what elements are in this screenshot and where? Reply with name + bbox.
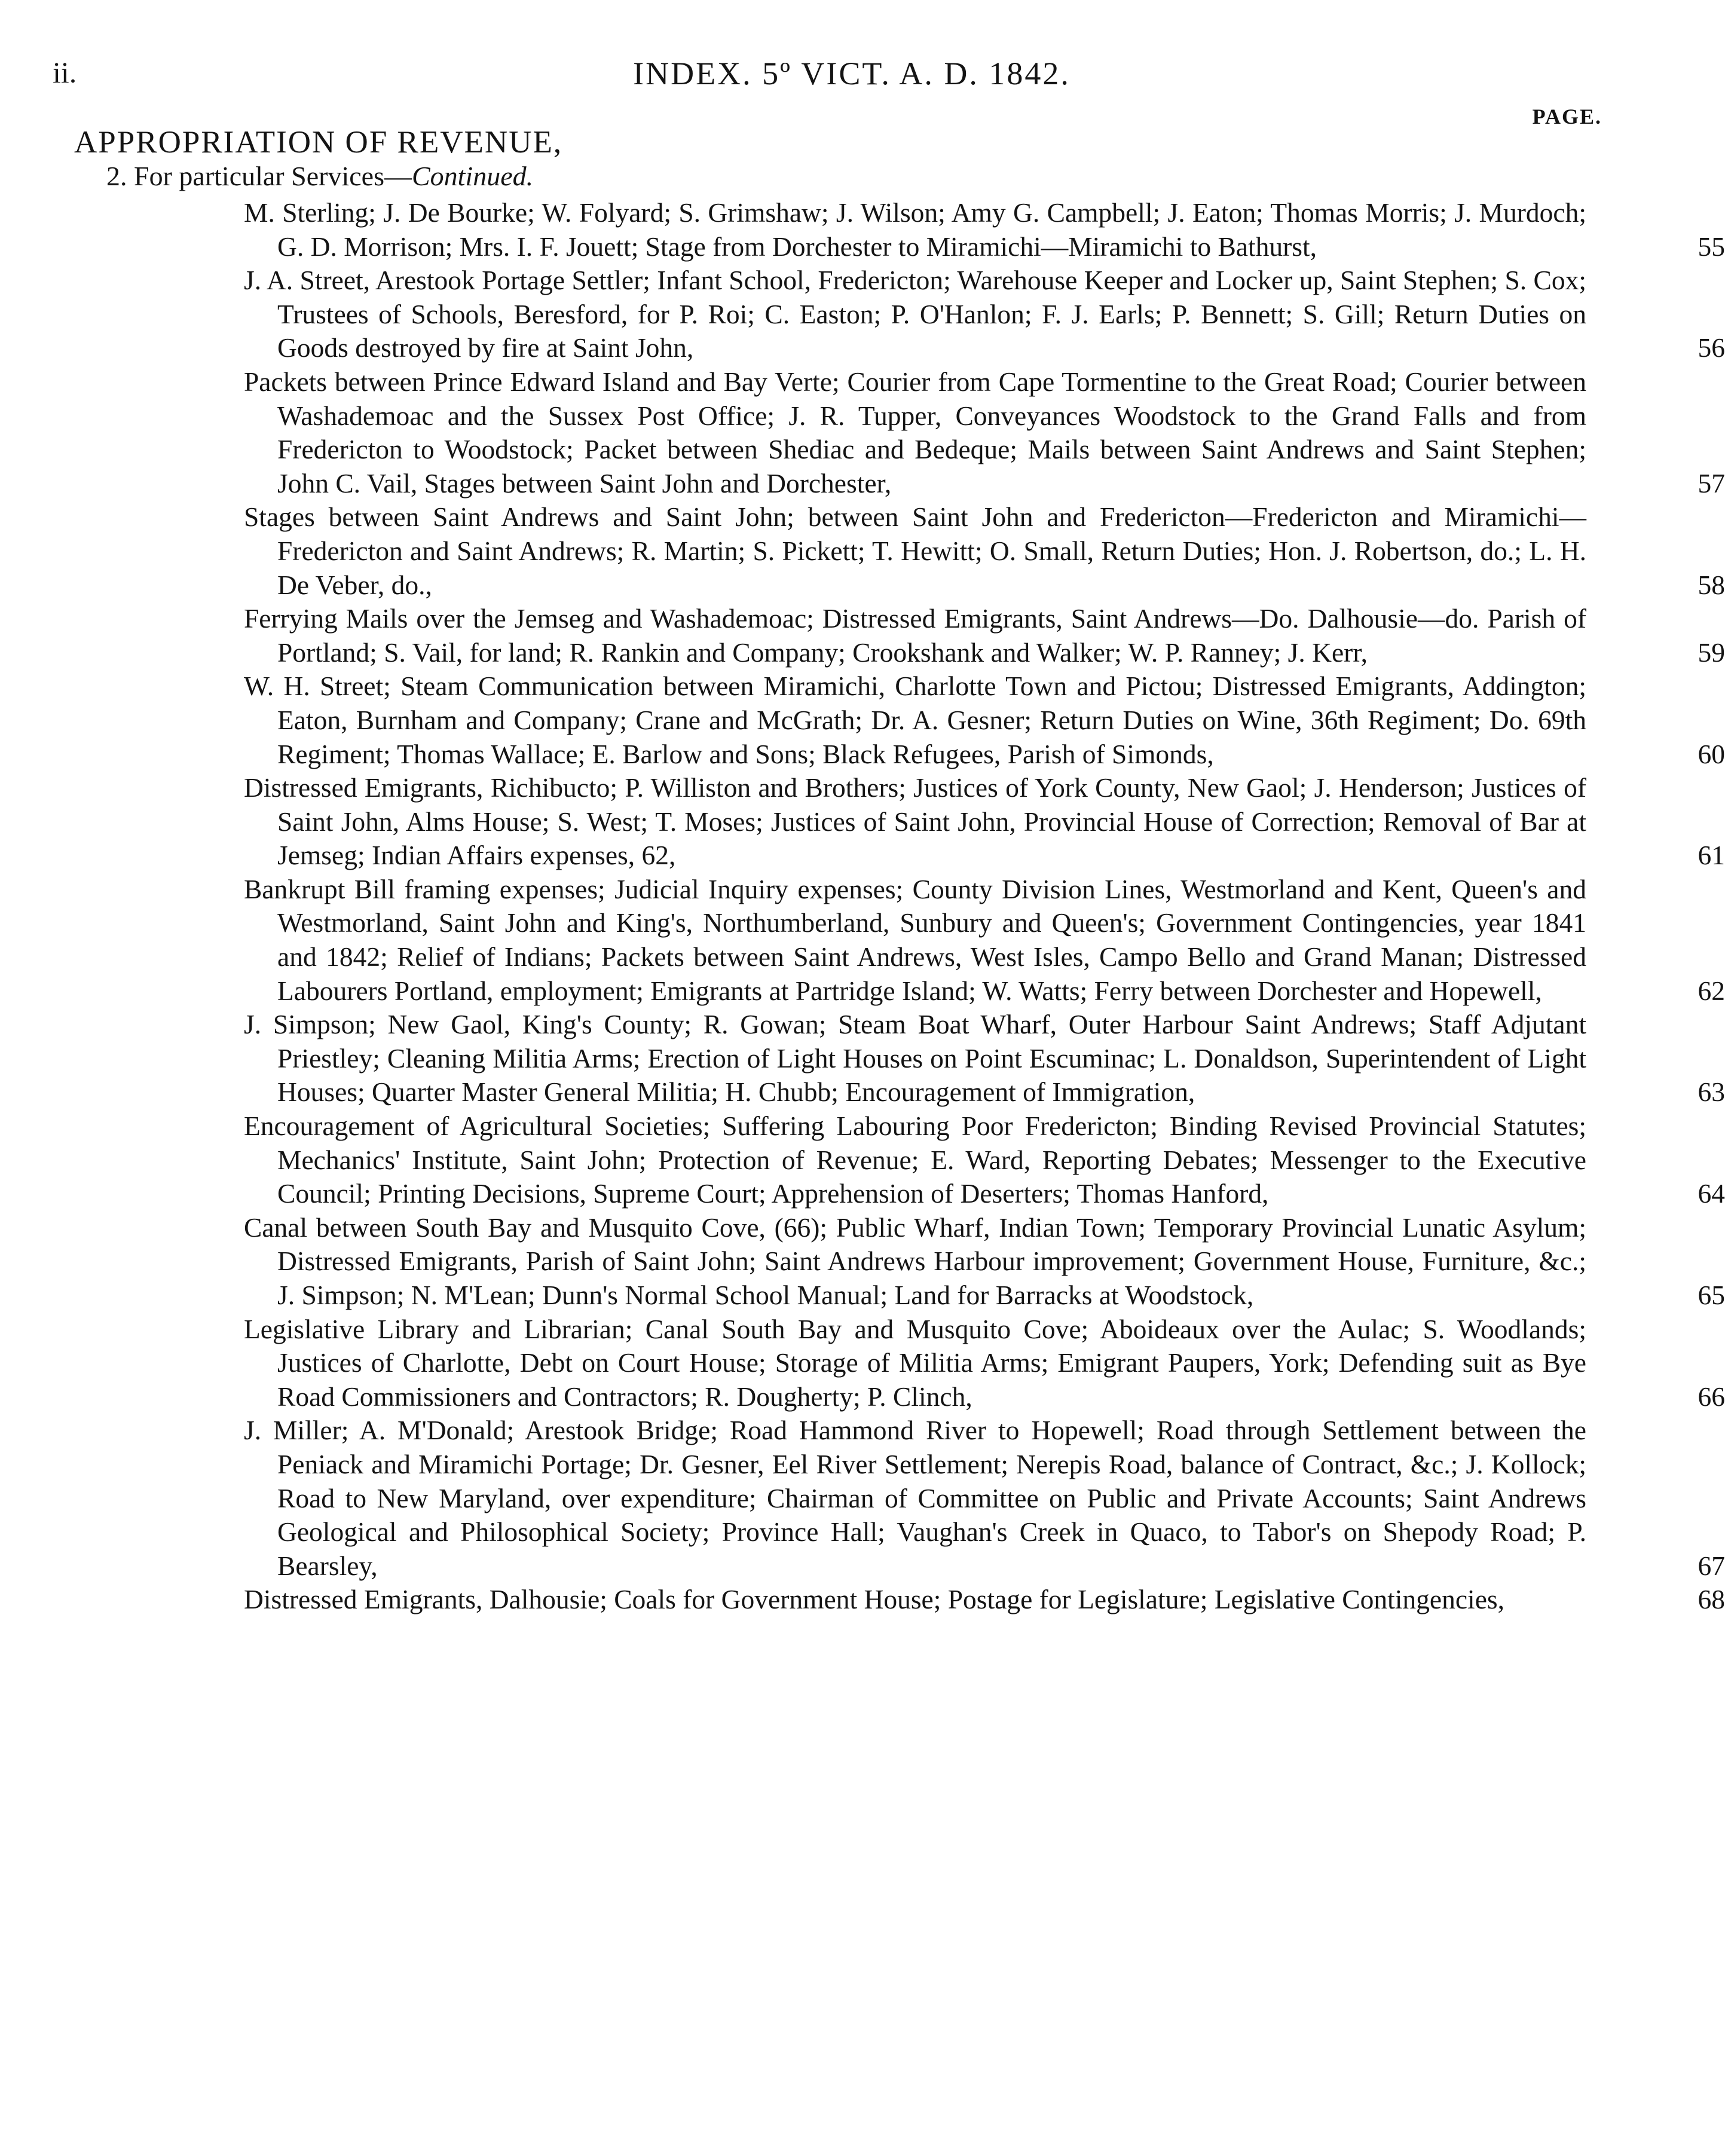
index-entry xyxy=(244,873,1725,1008)
index-entry xyxy=(244,1313,1725,1414)
folio-number: ii. xyxy=(53,56,77,89)
entry-text: Canal between South Bay and Musquito Cove, (66); Public Wharf, Indian Town; Temporary Provincial Lunatic Asylum; Distressed Emigrants, Parish of Saint John; Saint Andrews Harbour improvement; Government House, Furniture, &c.; J. Simpson; N. M'Lean; Dunn's Normal School Manual; Land for Barracks at Woodstock, xyxy=(244,1212,1586,1310)
index-entry xyxy=(244,500,1725,602)
entry-page-number: 67 xyxy=(1698,1550,1725,1581)
entry-text: J. A. Street, Arestook Portage Settler; Infant School, Fredericton; Warehouse Keeper and Locker up, Saint Stephen; S. Cox; Trustees of Schools, Beresford, for P. Roi; C. Easton; P. O'Hanlon; F. J. Earls; P. Bennett; S. Gill; Return Duties on Goods destroyed by fire at Saint John, xyxy=(244,265,1587,363)
entry-page-number: 65 xyxy=(1698,1280,1725,1310)
entry-text: J. Simpson; New Gaol, King's County; R. Gowan; Steam Boat Wharf, Outer Harbour Saint Andrews; Staff Adjutant Priestley; Cleaning Militia Arms; Erection of Light Houses on Point Escuminac; L. Donaldson, Superintendent of Light Houses; Quarter Master General Militia; H. Chubb; Encouragement of Immigration, xyxy=(244,1009,1586,1108)
entry-page-number: 68 xyxy=(1698,1584,1725,1615)
index-entry xyxy=(244,264,1725,365)
index-entry xyxy=(244,1211,1725,1313)
subsection-prefix: 2. For particular Services— xyxy=(106,161,412,191)
entry-page-number: 59 xyxy=(1698,637,1725,668)
index-entries xyxy=(244,196,1725,1617)
entry-text: Packets between Prince Edward Island and Bay Verte; Courier from Cape Tormentine to the Great Road; Courier between Washademoac and the Sussex Post Office; J. R. Tupper, Conveyances Woodstock to the Grand Falls and from Fredericton to Woodstock; Packet between Shediac and Bedeque; Mails between Saint Andrews and Saint Stephen; John C. Vail, Stages between Saint John and Dorchester, xyxy=(244,366,1586,499)
index-entry xyxy=(244,196,1725,264)
running-head: INDEX. 5º VICT. A. D. 1842. xyxy=(633,56,1071,91)
entry-page-number: 61 xyxy=(1698,840,1725,871)
index-entry xyxy=(244,1109,1725,1211)
index-entry xyxy=(244,602,1725,669)
subsection-heading xyxy=(106,163,533,190)
entry-page-number: 57 xyxy=(1698,467,1725,499)
entry-page-number: 66 xyxy=(1698,1381,1725,1412)
entry-text: M. Sterling; J. De Bourke; W. Folyard; S. Grimshaw; J. Wilson; Amy G. Campbell; J. Eaton; Thomas Morris; J. Murdoch; G. D. Morrison; Mrs. I. F. Jouett; Stage from Dorchester to Miramichi—Miramichi to Bathurst, xyxy=(244,197,1586,262)
entry-text: Stages between Saint Andrews and Saint John; between Saint John and Fredericton—Fredericton and Miramichi—Fredericton and Saint Andrews; R. Martin; S. Pickett; T. Hewitt; O. Small, Return Duties; Hon. J. Robertson, do.; L. H. De Veber, do., xyxy=(244,501,1586,600)
entry-page-number: 63 xyxy=(1698,1077,1725,1108)
index-entry xyxy=(244,1414,1725,1583)
entry-text: Distressed Emigrants, Dalhousie; Coals for Government House; Postage for Legislature; Legislative Contingencies, xyxy=(244,1584,1504,1615)
page-column-label: PAGE. xyxy=(1532,105,1602,129)
index-entry xyxy=(244,365,1725,500)
index-entry xyxy=(244,669,1725,771)
entry-text: Distressed Emigrants, Richibucto; P. Williston and Brothers; Justices of York County, New Gaol; J. Henderson; Justices of Saint John, Alms House; S. West; T. Moses; Justices of Saint John, Provincial House of Correction; Removal of Bar at Jemseg; Indian Affairs expenses, 62, xyxy=(244,772,1586,871)
index-entry xyxy=(244,771,1725,873)
entry-page-number: 55 xyxy=(1698,231,1725,262)
entry-page-number: 64 xyxy=(1698,1178,1725,1209)
entry-page-number: 56 xyxy=(1698,332,1725,363)
index-entry xyxy=(244,1008,1725,1109)
entry-text: J. Miller; A. M'Donald; Arestook Bridge; Road Hammond River to Hopewell; Road through Settlement between the Peniack and Miramichi Portage; Dr. Gesner, Eel River Settlement; Nerepis Road, balance of Contract, &c.; J. Kollock; Road to New Maryland, over expenditure; Chairman of Committee on Public and Private Accounts; Saint Andrews Geological and Philosophical Society; Province Hall; Vaughan's Creek in Quaco, to Tabor's on Shepody Road; P. Bearsley, xyxy=(244,1415,1586,1581)
entry-page-number: 60 xyxy=(1698,738,1725,769)
entry-text: Encouragement of Agricultural Societies; Suffering Labouring Poor Fredericton; Binding Revised Provincial Statutes; Mechanics' Institute, Saint John; Protection of Revenue; E. Ward, Reporting Debates; Messenger to the Executive Council; Printing Decisions, Supreme Court; Apprehension of Deserters; Thomas Hanford, xyxy=(244,1111,1586,1209)
entry-page-number: 62 xyxy=(1698,975,1725,1006)
entry-page-number: 58 xyxy=(1698,569,1725,600)
index-entry xyxy=(244,1583,1725,1617)
subsection-continued: Continued. xyxy=(411,161,534,191)
section-title: APPROPRIATION OF REVENUE, xyxy=(74,125,563,160)
entry-text: Ferrying Mails over the Jemseg and Washademoac; Distressed Emigrants, Saint Andrews—Do. Dalhousie—do. Parish of Portland; S. Vail, for land; R. Rankin and Company; Crookshank and Walker; W. P. Ranney; J. Kerr, xyxy=(244,603,1586,668)
entry-text: Legislative Library and Librarian; Canal South Bay and Musquito Cove; Aboideaux over the Aulac; S. Woodlands; Justices of Charlotte, Debt on Court House; Storage of Militia Arms; Emigrant Paupers, York; Defending suit as Bye Road Commissioners and Contractors; R. Dougherty; P. Clinch, xyxy=(244,1313,1586,1412)
entry-text: W. H. Street; Steam Communication between Miramichi, Charlotte Town and Pictou; Distressed Emigrants, Addington; Eaton, Burnham and Company; Crane and McGrath; Dr. A. Gesner; Return Duties on Wine, 36th Regiment; Do. 69th Regiment; Thomas Wallace; E. Barlow and Sons; Black Refugees, Parish of Simonds, xyxy=(244,671,1586,769)
entry-text: Bankrupt Bill framing expenses; Judicial Inquiry expenses; County Division Lines, Westmorland and Kent, Queen's and Westmorland, Saint John and King's, Northumberland, Sunbury and Queen's; Government Contingencies, year 1841 and 1842; Relief of Indians; Packets between Saint Andrews, West Isles, Campo Bello and Grand Manan; Distressed Labourers Portland, employment; Emigrants at Partridge Island; W. Watts; Ferry between Dorchester and Hopewell, xyxy=(244,873,1586,1006)
